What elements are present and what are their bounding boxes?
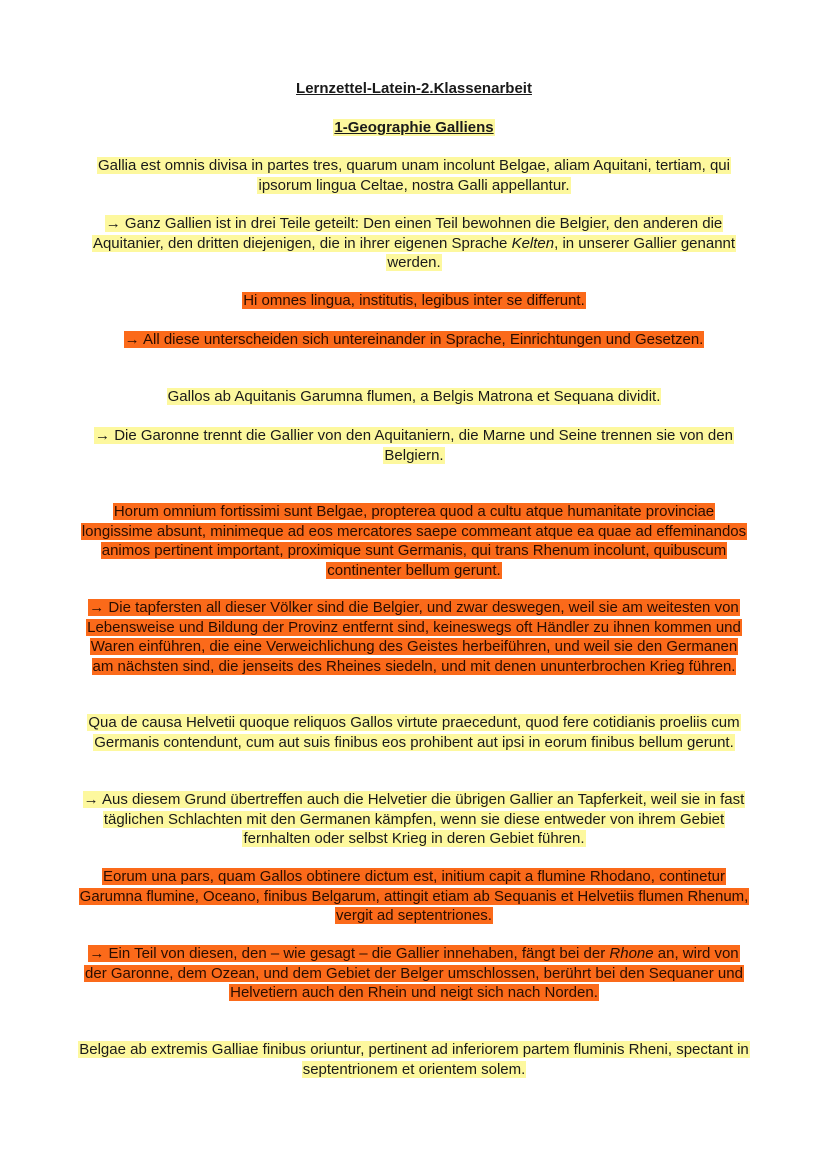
paragraph-latin-7: Belgae ab extremis Galliae finibus oriuntur, pertinent ad inferiorem partem fluminis Rheni, spectant in septentrionem et orientem solem.	[79, 1041, 749, 1078]
paragraph-latin-3: Gallos ab Aquitanis Garumna flumen, a Belgis Matrona et Sequana dividit.	[167, 388, 661, 405]
paragraph-latin-6: Eorum una pars, quam Gallos obtinere dictum est, initium capit a flumine Rhodano, continetur Garumna flumine, Oceano, finibus Belgarum, attingit etiam ab Sequanis et Helvetiis flumen Rhenum, vergit ad septentriones.	[79, 868, 749, 924]
paragraph-german-1: → Ganz Gallien ist in drei Teile geteilt: Den einen Teil bewohnen die Belgier, den anderen die Aquitanier, den dritten diejenigen, die in ihrer eigenen Sprache Kelten, in unserer Gallier genannt werden.	[92, 215, 736, 271]
paragraph-latin-1: Gallia est omnis divisa in partes tres, quarum unam incolunt Belgae, aliam Aquitani, tertiam, qui ipsorum lingua Celtae, nostra Galli appellantur.	[98, 157, 730, 194]
paragraph-german-4: → Die tapfersten all dieser Völker sind die Belgier, und zwar deswegen, weil sie am weitesten von Lebensweise und Bildung der Provinz entfernt sind, keineswegs oft Händler zu ihnen kommen und Waren einführen, die eine Verweichlichung des Geistes herbeiführen, und weil sie den Germanen am nächsten sind, die jenseits des Rheines siedeln, und mit denen ununterbrochen Krieg führen.	[87, 599, 741, 675]
paragraph-latin-2: Hi omnes lingua, institutis, legibus inter se differunt.	[243, 292, 585, 309]
paragraph-german-6: → Ein Teil von diesen, den – wie gesagt – die Gallier innehaben, fängt bei der Rhone an, wird von der Garonne, dem Ozean, und dem Gebiet der Belger umschlossen, berührt bei den Sequaner und Helvetiern auch den Rhein und neigt sich nach Norden.	[85, 945, 743, 1001]
section-heading: 1-Geographie Galliens	[334, 119, 494, 136]
paragraph-latin-4: Horum omnium fortissimi sunt Belgae, propterea quod a cultu atque humanitate provinciae longissime absunt, minimeque ad eos mercatores saepe commeant atque ea quae ad effeminandos animos pertinent important, proximique sunt Germanis, qui trans Rhenum incolunt, quibuscum continenter bellum gerunt.	[81, 503, 747, 579]
document-title: Lernzettel-Latein-2.Klassenarbeit	[296, 80, 532, 97]
paragraph-german-3: → Die Garonne trennt die Gallier von den Aquitaniern, die Marne und Seine trennen sie von den Belgiern.	[95, 427, 733, 464]
paragraph-german-2: → All diese unterscheiden sich untereinander in Sprache, Einrichtungen und Gesetzen.	[124, 331, 704, 348]
paragraph-german-5: → Aus diesem Grund übertreffen auch die Helvetier die übrigen Gallier an Tapferkeit, weil sie in fast täglichen Schlachten mit den Germanen kämpfen, wenn sie diese entweder von ihrem Gebiet fernhalten oder selbst Krieg in deren Gebiet führen.	[83, 791, 745, 847]
paragraph-latin-5: Qua de causa Helvetii quoque reliquos Gallos virtute praecedunt, quod fere cotidianis proeliis cum Germanis contendunt, cum aut suis finibus eos prohibent aut ipsi in eorum finibus bellum gerunt.	[88, 714, 740, 751]
